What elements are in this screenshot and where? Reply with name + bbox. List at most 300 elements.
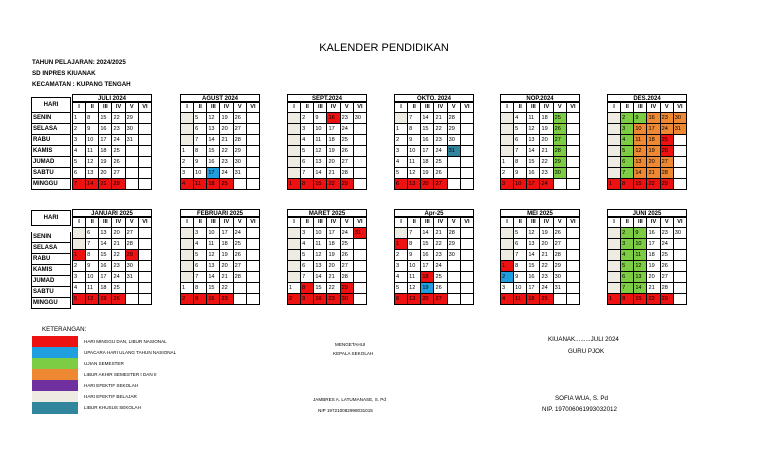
day-cell	[566, 113, 579, 124]
day-cell: 1	[181, 146, 194, 157]
day-cell: 1	[395, 239, 408, 250]
day-cell: 4	[301, 239, 314, 250]
day-cell: 18	[540, 113, 553, 124]
day-cell: 7	[194, 135, 207, 146]
day-cell: 18	[99, 283, 112, 294]
day-cell: 4	[501, 294, 514, 305]
day-cell: 12	[207, 250, 220, 261]
day-cell	[553, 179, 566, 190]
day-cell: 14	[207, 272, 220, 283]
day-cell: 11	[408, 157, 421, 168]
day-cell	[501, 113, 514, 124]
day-cell: 21	[220, 272, 233, 283]
week-col-header: IV	[112, 218, 125, 228]
day-cell: 24	[112, 272, 125, 283]
day-cell: 28	[233, 272, 246, 283]
day-cell	[460, 157, 473, 168]
day-cell: 12	[314, 250, 327, 261]
month-calendar	[394, 209, 474, 305]
day-cell: 9	[634, 228, 647, 239]
day-cell: 23	[434, 250, 447, 261]
day-cell	[246, 168, 259, 179]
day-cell	[447, 294, 460, 305]
day-cell	[233, 294, 246, 305]
day-cell: 3	[181, 168, 194, 179]
day-cell	[608, 146, 621, 157]
week-col-header: IV	[327, 103, 340, 113]
day-cell: 22	[647, 294, 660, 305]
week-col-header: III	[421, 103, 434, 113]
day-cell	[353, 294, 366, 305]
day-cell: 24	[660, 124, 673, 135]
day-cell: 26	[233, 113, 246, 124]
day-cell: 25	[340, 239, 353, 250]
day-cell: 9	[514, 272, 527, 283]
day-cell	[553, 294, 566, 305]
day-cell: 18	[99, 146, 112, 157]
day-cell: 28	[340, 272, 353, 283]
day-cell: 5	[514, 228, 527, 239]
day-cell: 6	[514, 239, 527, 250]
day-cell	[353, 239, 366, 250]
day-cell: 20	[327, 261, 340, 272]
day-cell	[460, 146, 473, 157]
day-cell: 14	[421, 113, 434, 124]
day-cell: 26	[434, 168, 447, 179]
day-cell: 13	[634, 157, 647, 168]
day-cell	[138, 228, 151, 239]
day-cell: 14	[634, 168, 647, 179]
week-col-header: I	[181, 218, 194, 228]
day-cell: 7	[194, 272, 207, 283]
day-cell	[501, 146, 514, 157]
day-cell: 31	[553, 283, 566, 294]
day-cell: 24	[340, 228, 353, 239]
day-cell	[460, 239, 473, 250]
day-cell	[288, 168, 301, 179]
day-cell	[181, 250, 194, 261]
day-cell: 6	[301, 157, 314, 168]
day-cell: 30	[447, 250, 460, 261]
day-cell: 23	[660, 113, 673, 124]
day-cell: 15	[421, 239, 434, 250]
day-cell: 8	[301, 283, 314, 294]
day-cell	[608, 239, 621, 250]
day-cell	[288, 124, 301, 135]
month-name: DES.2024	[607, 94, 687, 102]
mengetahui-label: MENGETAHUI	[335, 342, 366, 347]
day-cell: 24	[540, 179, 553, 190]
day-cell: 27	[340, 261, 353, 272]
day-cell: 12	[86, 294, 99, 305]
day-cell: 14	[86, 179, 99, 190]
day-cell: 8	[194, 283, 207, 294]
day-cell: 15	[99, 250, 112, 261]
day-cell: 23	[220, 157, 233, 168]
day-cell	[288, 113, 301, 124]
day-cell: 8	[301, 179, 314, 190]
day-cell	[138, 294, 151, 305]
day-cell: 21	[327, 272, 340, 283]
day-cell: 6	[73, 168, 86, 179]
day-cell: 8	[621, 294, 634, 305]
month-name: AGUST 2024	[180, 94, 260, 102]
day-cell	[566, 228, 579, 239]
day-cell: 15	[634, 179, 647, 190]
day-cell: 14	[99, 239, 112, 250]
day-cell: 8	[86, 250, 99, 261]
day-cell: 7	[621, 168, 634, 179]
day-cell: 15	[634, 294, 647, 305]
day-cell: 16	[327, 113, 340, 124]
day-cell: 6	[301, 261, 314, 272]
day-cell: 13	[86, 168, 99, 179]
day-cell: 28	[660, 168, 673, 179]
day-cell: 16	[527, 272, 540, 283]
day-cell: 15	[421, 124, 434, 135]
hari-header: HARI	[31, 210, 71, 226]
legend-label: LIBUR AKHIR SEMESTER I DAN II	[84, 372, 157, 377]
day-cell: 7	[408, 113, 421, 124]
day-cell: 4	[621, 135, 634, 146]
day-cell: 19	[540, 124, 553, 135]
month-calendar	[607, 209, 687, 305]
day-cell: 26	[340, 146, 353, 157]
day-cell: 16	[647, 228, 660, 239]
day-cell: 19	[99, 157, 112, 168]
day-cell	[501, 239, 514, 250]
day-cell: 18	[220, 239, 233, 250]
day-cell: 11	[634, 135, 647, 146]
day-cell	[246, 135, 259, 146]
day-cell	[673, 250, 686, 261]
week-col-header: II	[621, 218, 634, 228]
day-cell: 22	[647, 179, 660, 190]
day-cell	[138, 261, 151, 272]
month-calendar	[500, 94, 580, 190]
day-cell: 8	[514, 157, 527, 168]
day-cell: 31	[125, 272, 138, 283]
day-cell: 24	[660, 239, 673, 250]
day-cell: 24	[540, 283, 553, 294]
day-cell: 3	[395, 261, 408, 272]
day-cell: 12	[408, 168, 421, 179]
month-name: SEPT.2024	[287, 94, 367, 102]
day-cell: 30	[673, 113, 686, 124]
legend-swatch	[32, 402, 78, 414]
day-cell: 21	[540, 146, 553, 157]
day-cell: 21	[327, 168, 340, 179]
day-cell: 19	[421, 168, 434, 179]
day-cell: 17	[99, 135, 112, 146]
week-col-header: II	[514, 218, 527, 228]
day-cell: 5	[395, 168, 408, 179]
day-cell: 27	[553, 239, 566, 250]
day-cell: 5	[395, 283, 408, 294]
day-cell: 28	[660, 283, 673, 294]
day-cell: 3	[301, 228, 314, 239]
district-label: KECAMATAN : KUPANG TENGAH	[32, 81, 131, 88]
day-cell: 4	[181, 179, 194, 190]
day-cell: 15	[207, 146, 220, 157]
day-cell: 23	[660, 228, 673, 239]
day-cell	[138, 283, 151, 294]
day-cell: 1	[73, 250, 86, 261]
day-cell: 7	[73, 179, 86, 190]
day-cell: 23	[540, 272, 553, 283]
day-cell	[608, 250, 621, 261]
day-cell: 22	[327, 283, 340, 294]
day-cell: 10	[634, 239, 647, 250]
guru-name: SOFIA WUA, S. Pd	[555, 395, 608, 402]
day-cell: 31	[673, 124, 686, 135]
day-cell	[673, 261, 686, 272]
week-col-header: II	[194, 218, 207, 228]
day-cell: 14	[314, 272, 327, 283]
day-cell	[246, 250, 259, 261]
day-cell	[353, 168, 366, 179]
day-cell	[246, 228, 259, 239]
day-cell	[447, 261, 460, 272]
week-col-header: I	[608, 218, 621, 228]
week-col-header: III	[207, 218, 220, 228]
day-cell	[138, 113, 151, 124]
day-cell	[246, 272, 259, 283]
week-col-header: II	[194, 103, 207, 113]
day-cell: 1	[288, 283, 301, 294]
day-cell	[246, 157, 259, 168]
year-label: TAHUN PELAJARAN: 2024/2025	[32, 59, 126, 66]
day-cell: 9	[194, 294, 207, 305]
day-cell: 30	[673, 228, 686, 239]
day-cell	[395, 228, 408, 239]
day-cell	[246, 239, 259, 250]
day-labels-bottom	[31, 232, 71, 309]
day-cell: 5	[73, 294, 86, 305]
day-cell: 14	[634, 283, 647, 294]
month-calendar	[607, 94, 687, 190]
day-cell: 25	[112, 283, 125, 294]
day-cell	[138, 272, 151, 283]
week-col-header: VI	[353, 103, 366, 113]
day-cell	[353, 135, 366, 146]
day-cell	[673, 168, 686, 179]
day-cell: 11	[86, 146, 99, 157]
day-cell: 28	[447, 228, 460, 239]
day-cell	[288, 261, 301, 272]
school-label: SD INPRES KIUANAK	[32, 70, 96, 77]
day-cell: 15	[527, 157, 540, 168]
day-cell: 10	[408, 146, 421, 157]
day-cell	[673, 283, 686, 294]
day-cell: 21	[647, 283, 660, 294]
week-col-header: IV	[434, 103, 447, 113]
week-col-header: V	[340, 218, 353, 228]
day-cell: 25	[112, 146, 125, 157]
week-col-header: V	[553, 218, 566, 228]
day-cell	[138, 146, 151, 157]
day-cell: 19	[421, 283, 434, 294]
day-cell: 8	[408, 239, 421, 250]
month-calendar	[287, 94, 367, 190]
day-cell: 5	[301, 250, 314, 261]
day-cell	[353, 261, 366, 272]
day-cell: 21	[434, 113, 447, 124]
day-cell: 23	[540, 168, 553, 179]
day-cell	[73, 228, 86, 239]
day-cell: 6	[514, 135, 527, 146]
day-cell: 1	[181, 283, 194, 294]
day-cell: 17	[647, 124, 660, 135]
day-cell: 28	[112, 179, 125, 190]
week-col-header: III	[99, 218, 112, 228]
week-col-header: IV	[540, 103, 553, 113]
day-label: SABTU	[31, 287, 71, 298]
day-cell: 21	[434, 228, 447, 239]
day-label: KAMIS	[31, 265, 71, 276]
month-calendar	[180, 94, 260, 190]
day-cell: 19	[327, 146, 340, 157]
week-col-header: IV	[220, 103, 233, 113]
day-cell: 25	[660, 250, 673, 261]
day-label: RABU	[31, 135, 71, 146]
day-cell	[566, 124, 579, 135]
day-cell: 21	[99, 179, 112, 190]
day-cell: 20	[99, 168, 112, 179]
day-cell: 24	[434, 261, 447, 272]
day-cell	[608, 124, 621, 135]
day-cell: 17	[99, 272, 112, 283]
day-cell: 12	[408, 283, 421, 294]
day-cell: 2	[181, 294, 194, 305]
day-cell: 31	[233, 168, 246, 179]
day-cell: 19	[99, 294, 112, 305]
day-cell: 16	[527, 168, 540, 179]
week-col-header: II	[86, 218, 99, 228]
day-cell: 18	[327, 135, 340, 146]
week-col-header: II	[514, 103, 527, 113]
week-col-header: VI	[138, 218, 151, 228]
day-cell: 6	[395, 294, 408, 305]
day-cell	[181, 135, 194, 146]
day-cell: 17	[207, 168, 220, 179]
day-cell	[460, 228, 473, 239]
day-cell	[233, 179, 246, 190]
day-cell: 23	[434, 135, 447, 146]
day-cell	[246, 294, 259, 305]
day-cell: 27	[233, 124, 246, 135]
day-cell	[608, 168, 621, 179]
day-cell	[125, 283, 138, 294]
day-cell: 27	[233, 261, 246, 272]
day-cell: 12	[86, 157, 99, 168]
day-cell: 1	[608, 294, 621, 305]
day-cell: 29	[553, 261, 566, 272]
day-label: SABTU	[31, 168, 71, 179]
day-cell: 9	[86, 124, 99, 135]
kepala-sekolah-label: KEPALA SEKOLAH	[333, 351, 374, 356]
day-cell	[460, 294, 473, 305]
day-cell: 2	[621, 113, 634, 124]
week-col-header: II	[301, 218, 314, 228]
day-cell: 20	[647, 272, 660, 283]
day-cell	[233, 283, 246, 294]
day-cell	[353, 272, 366, 283]
day-cell: 29	[125, 113, 138, 124]
day-cell: 27	[112, 168, 125, 179]
month-name: JULI 2024	[72, 94, 152, 102]
day-cell: 25	[233, 239, 246, 250]
day-cell: 11	[314, 135, 327, 146]
day-cell: 2	[501, 272, 514, 283]
day-cell: 2	[73, 124, 86, 135]
week-col-header: III	[634, 103, 647, 113]
day-cell: 20	[421, 179, 434, 190]
week-col-header: III	[314, 103, 327, 113]
legend-label: UPACARA HARI ULANG TAHUN NASIONAL	[84, 350, 177, 355]
day-cell: 4	[301, 135, 314, 146]
day-cell: 5	[73, 157, 86, 168]
day-cell: 27	[660, 272, 673, 283]
day-cell: 18	[327, 239, 340, 250]
day-cell	[673, 135, 686, 146]
day-cell: 20	[220, 124, 233, 135]
day-cell: 31	[125, 135, 138, 146]
day-cell: 25	[340, 135, 353, 146]
day-cell: 13	[634, 272, 647, 283]
day-cell	[181, 113, 194, 124]
day-cell: 5	[194, 250, 207, 261]
day-cell: 9	[634, 113, 647, 124]
month-name: Apr-25	[394, 209, 474, 217]
day-cell: 5	[194, 113, 207, 124]
day-cell: 4	[621, 250, 634, 261]
day-cell: 25	[540, 294, 553, 305]
day-cell: 16	[207, 157, 220, 168]
day-cell	[447, 283, 460, 294]
day-cell	[608, 228, 621, 239]
day-cell	[246, 179, 259, 190]
day-cell: 8	[514, 261, 527, 272]
day-cell: 19	[647, 261, 660, 272]
day-label: JUMAD	[31, 157, 71, 168]
day-cell	[460, 283, 473, 294]
hari-header: HARI	[31, 97, 71, 113]
day-cell	[566, 250, 579, 261]
day-cell: 9	[408, 250, 421, 261]
day-cell: 26	[233, 250, 246, 261]
day-cell: 13	[99, 228, 112, 239]
day-cell: 7	[86, 239, 99, 250]
day-label: SENIN	[31, 113, 71, 124]
day-cell: 9	[86, 261, 99, 272]
week-col-header: III	[207, 103, 220, 113]
day-cell: 7	[621, 283, 634, 294]
day-cell	[460, 179, 473, 190]
day-cell: 17	[647, 239, 660, 250]
day-cell: 5	[621, 261, 634, 272]
day-cell: 3	[194, 228, 207, 239]
day-cell: 10	[207, 228, 220, 239]
month-calendar	[72, 209, 152, 305]
day-cell: 12	[634, 146, 647, 157]
kepala-sekolah-name: JAMBRES A. LATUMANASE, S. Pd	[313, 397, 386, 402]
day-cell	[566, 261, 579, 272]
week-col-header: III	[527, 103, 540, 113]
day-cell: 18	[527, 294, 540, 305]
legend-caption: KETERANGAN:	[42, 326, 87, 333]
day-cell: 26	[660, 261, 673, 272]
